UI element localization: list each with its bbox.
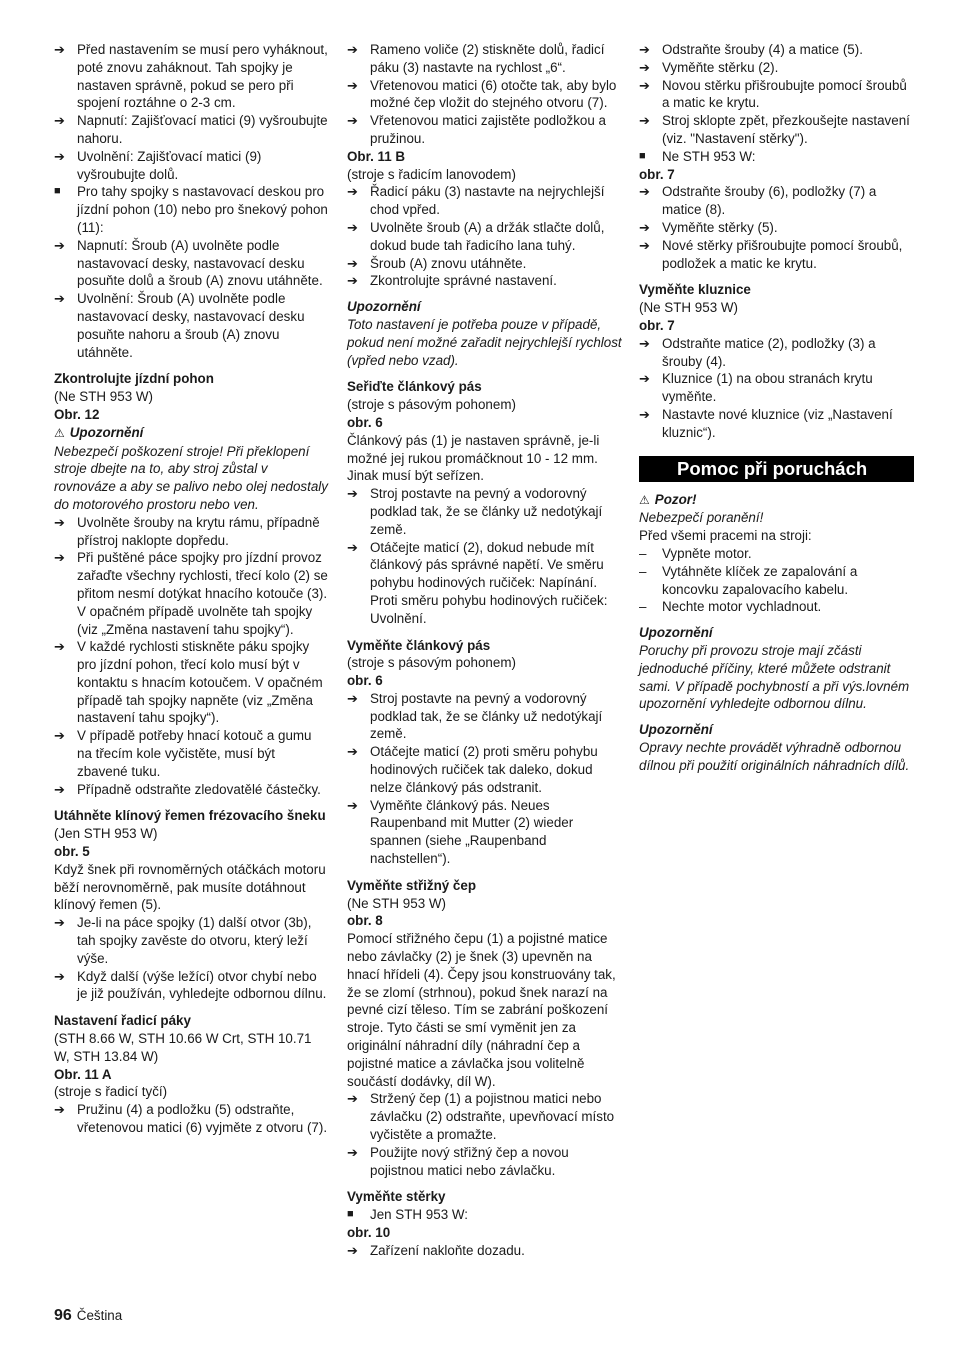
figure-ref: obr. 5 — [54, 844, 90, 860]
model-note: (Ne STH 953 W) — [347, 895, 446, 911]
arrow-icon: ➔ — [639, 42, 650, 57]
list-item: ■ Ne STH 953 W: — [639, 148, 756, 164]
list-item: ➔ Uvolnění: Zajišťovací matici (9) vyšroubujte dolů. — [54, 148, 262, 182]
list-item: ➔ V případě potřeby hnací kotouč a gumu na třecím kole vyčistěte, musí být zbavené tuku. — [54, 728, 312, 779]
warning-heading: Upozornění — [347, 299, 421, 315]
warning-heading: Upozornění — [639, 625, 713, 641]
model-note: (STH 8.66 W, STH 10.66 W Crt, STH 10.71 W, STH 13.84 W) — [54, 1031, 312, 1064]
warning-text: Opravy nechte provádět výhradně odbornou dílnou při použití originálních náhradních dílů. — [639, 739, 910, 773]
dash-bullet-icon: – — [639, 563, 647, 579]
list-item: ➔ Novou stěrku přišroubujte pomocí šroubů a matic ke krytu. — [639, 77, 907, 111]
paragraph: Když šnek při rovnoměrných otáčkách motoru běží nerovnoměrně, pak musíte dotáhnout klínový řemen (5). — [54, 861, 326, 913]
arrow-icon: ➔ — [639, 406, 650, 422]
arrow-icon: ➔ — [347, 113, 358, 129]
list-item: ➔ Vyměňte stěrku (2). — [639, 59, 779, 75]
list-item: ➔ Uvolněte šrouby na krytu rámu, případně přístroj naklopte dopředu. — [54, 514, 320, 548]
list-item: ➔ Když další (výše ležící) otvor chybí nebo je již používán, vyhledejte odbornou dílnu. — [54, 968, 327, 1002]
list-item: ➔ Při puštěné páce spojky pro jízdní provoz zařaďte všechny rychlosti, třecí kolo (2) se přitom nesmí dotýkat hnacího kotouče (3). V opačném případě uvolněte tah spojky (viz „Změna nastavení tahu spojky“). — [54, 550, 328, 637]
list-item: ➔ Stroj sklopte zpět, přezkoušejte nastavení (viz. "Nastavení stěrky"). — [639, 113, 910, 146]
list-item: ➔ Řadicí páku (3) nastavte na nejrychlejší chod vpřed. — [347, 184, 605, 218]
paragraph: Před všemi pracemi na stroji: — [639, 528, 812, 544]
page-number: 96 — [54, 1307, 72, 1324]
arrow-icon: ➔ — [54, 1102, 65, 1118]
list-item: ➔ Stroj postavte na pevný a vodorovný podklad tak, že se články už nedotýkají země. — [347, 690, 603, 742]
list-item: ➔ Použijte nový střižný čep a novou pojistnou matici nebo závlačku. — [347, 1144, 569, 1178]
list-item: ➔ Odstraňte matice (2), podložky (3) a šrouby (4). — [639, 335, 876, 369]
section-heading: Vyměňte stěrky — [347, 1189, 446, 1205]
list-item: ➔ Zkontrolujte správné nastavení. — [347, 273, 557, 289]
list-item: ➔ Napnutí: Zajišťovací matici (9) vyšroubujte nahoru. — [54, 113, 328, 146]
list-item: ➔ Otáčejte maticí (2), dokud nebude mít článkový pás správné napětí. Ve směru pohybu hodinových ručiček: Napínání. Proti směru pohybu hodinových ručiček: Uvolnění. — [347, 539, 608, 626]
figure-ref: obr. 8 — [347, 913, 383, 929]
arrow-icon: ➔ — [347, 77, 358, 93]
figure-ref: obr. 7 — [639, 317, 675, 333]
list-item: ➔ Rameno voliče (2) stiskněte dolů, řadicí páku (3) nastavte na rychlost „6“. — [347, 42, 605, 75]
square-bullet-icon: ■ — [639, 149, 646, 162]
arrow-icon: ➔ — [54, 514, 65, 530]
list-item: ➔ Nové stěrky přišroubujte pomocí šroubů, podložek a matic ke krytu. — [639, 237, 903, 271]
model-note: (Ne STH 953 W) — [639, 300, 738, 316]
list-item: ➔ Je-li na páce spojky (1) další otvor (3b), tah spojky zavěste do otvoru, který leží výše. — [54, 915, 312, 966]
arrow-icon: ➔ — [54, 42, 65, 57]
model-note: (stroje s pásovým pohonem) — [347, 655, 516, 671]
paragraph: Článkový pás (1) je nastaven správně, je-li možné jej rukou promáčknout 10 - 12 mm. Jinak musí být seřízen. — [347, 432, 600, 484]
arrow-icon: ➔ — [54, 781, 65, 797]
dash-bullet-icon: – — [639, 545, 647, 561]
model-note: (Jen STH 953 W) — [54, 826, 158, 842]
column-1 — [54, 41, 328, 1137]
arrow-icon: ➔ — [639, 59, 650, 75]
warning-icon: ⚠ — [639, 492, 650, 507]
arrow-icon: ➔ — [347, 1144, 358, 1160]
list-item: ➔ V každé rychlosti stiskněte páku spojky pro jízdní pohon, třecí kolo musí být v kontaktu s hnacím kotoučem. V opačném případě tah spojky napněte (viz „Změna nastavení tahu spojky“). — [54, 639, 323, 726]
arrow-icon: ➔ — [54, 291, 65, 307]
column-3 — [639, 41, 914, 774]
arrow-icon: ➔ — [54, 728, 65, 744]
list-item: ➔ Napnutí: Šroub (A) uvolněte podle nastavovací desky, nastavovací desku posuňte dolů a šroub (A) znovu utáhněte. — [54, 237, 323, 289]
warning-heading: ⚠ Upozornění — [54, 424, 328, 443]
footer-language: Čeština — [76, 1308, 123, 1323]
arrow-icon: ➔ — [347, 219, 358, 235]
list-item: ➔ Uvolnění: Šroub (A) uvolněte podle nastavovací desky, nastavovací desku posuňte nahoru a šroub (A) znovu utáhněte. — [54, 291, 305, 360]
arrow-icon: ➔ — [347, 255, 358, 271]
arrow-icon: ➔ — [347, 42, 358, 57]
list-item: ■ Jen STH 953 W: — [347, 1207, 468, 1223]
figure-ref: Obr. 11 B — [347, 148, 406, 164]
square-bullet-icon: ■ — [54, 185, 61, 198]
list-item: ➔ Vřetenovou matici (6) otočte tak, aby bylo možné čep vložit do stejného otvoru (7). — [347, 77, 617, 111]
model-note: (stroje s pásovým pohonem) — [347, 397, 516, 413]
arrow-icon: ➔ — [639, 77, 650, 93]
arrow-icon: ➔ — [347, 744, 358, 760]
list-item: ➔ Před nastavením se musí pero vyháknout, poté znovu zaháknout. Tah spojky je nastaven správně, pokud se pero při spojení roztáhne o 2-3 cm. — [54, 42, 328, 111]
section-heading: Utáhněte klínový řemen frézovacího šneku — [54, 808, 326, 824]
section-heading: Nastavení řadicí páky — [54, 1013, 191, 1029]
arrow-icon: ➔ — [54, 639, 65, 655]
arrow-icon: ➔ — [347, 184, 358, 200]
warning-heading: ⚠ Pozor! — [639, 491, 914, 510]
warning-icon: ⚠ — [54, 425, 65, 440]
figure-ref: obr. 6 — [347, 673, 383, 689]
list-item: – Vytáhněte klíček ze zapalování a koncovku zapalovacího kabelu. — [639, 563, 858, 597]
list-item: ➔ Vyměňte článkový pás. Neues Raupenband mit Mutter (2) wieder spannen (siehe „Raupenband nachstellen“). — [347, 797, 574, 867]
section-heading: Vyměňte článkový pás — [347, 637, 491, 653]
arrow-icon: ➔ — [347, 690, 358, 706]
list-item: ➔ Případně odstraňte zledovatělé částečky. — [54, 781, 321, 797]
figure-ref: obr. 6 — [347, 414, 383, 430]
arrow-icon: ➔ — [639, 371, 650, 387]
section-heading: Vyměňte střižný čep — [347, 877, 476, 893]
paragraph: Pomocí střižného čepu (1) a pojistné matice nebo závlačky (2) je šnek (3) upevněn na hnací hřídeli (4). Čepy jsou konstruovány tak, že se zlomí (strhnou), pokud šnek narazí na pevné cizí těleso. Tím se zabrání poškození stroje. Tyto části se smí vyměnit jen za originální náhradní díly (náhradní čep a pojistné matice a závlačka jsou volitelně součástí dodávky, díl W). — [347, 931, 616, 1089]
section-heading: Seřiďte článkový pás — [347, 379, 482, 395]
list-item: ➔ Nastavte nové kluznice (viz „Nastavení kluznic“). — [639, 406, 893, 440]
list-item: ➔ Uvolněte šroub (A) a držák stlačte dolů, dokud bude tah řadicího lana tuhý. — [347, 219, 605, 253]
arrow-icon: ➔ — [347, 1242, 358, 1258]
list-item: ➔ Stržený čep (1) a pojistnou matici nebo závlačku (2) odstraňte, upevňovací místo vyčistěte a promažte. — [347, 1091, 615, 1143]
square-bullet-icon: ■ — [347, 1208, 354, 1221]
list-item: ➔ Otáčejte maticí (2) proti směru pohybu hodinových ručiček tak daleko, dokud nelze článkový pás odstranit. — [347, 744, 598, 795]
arrow-icon: ➔ — [54, 237, 65, 253]
arrow-icon: ➔ — [347, 273, 358, 289]
list-item: ➔ Vyměňte stěrky (5). — [639, 219, 778, 235]
arrow-icon: ➔ — [639, 219, 650, 235]
model-note: (stroje s řadicí tyčí) — [54, 1084, 168, 1100]
list-item: ➔ Odstraňte šrouby (4) a matice (5). — [639, 42, 863, 57]
dash-bullet-icon: – — [639, 599, 647, 615]
list-item: ■ Pro tahy spojky s nastavovací deskou pro jízdní pohon (10) nebo pro šnekový pohon (11): — [54, 184, 328, 235]
figure-ref: obr. 7 — [639, 166, 675, 182]
warning-heading: Upozornění — [639, 722, 713, 738]
arrow-icon: ➔ — [639, 237, 650, 253]
list-item: – Vypněte motor. — [639, 545, 752, 561]
model-note: (stroje s řadicím lanovodem) — [347, 166, 516, 182]
column-2 — [347, 41, 623, 1260]
page-footer — [54, 1307, 122, 1325]
section-heading: Zkontrolujte jízdní pohon — [54, 371, 214, 387]
figure-ref: Obr. 12 — [54, 406, 100, 422]
arrow-icon: ➔ — [54, 968, 65, 984]
arrow-icon: ➔ — [639, 113, 650, 129]
warning-text: Nebezpečí poranění! — [639, 510, 764, 526]
arrow-icon: ➔ — [54, 915, 65, 931]
section-heading: Vyměňte kluznice — [639, 282, 751, 298]
arrow-icon: ➔ — [347, 486, 358, 502]
list-item: ➔ Odstraňte šrouby (6), podložky (7) a matice (8). — [639, 184, 877, 218]
list-item: ➔ Stroj postavte na pevný a vodorovný podklad tak, že se články už nedotýkají země. — [347, 486, 603, 537]
arrow-icon: ➔ — [347, 539, 358, 555]
list-item: ➔ Šroub (A) znovu utáhněte. — [347, 255, 527, 271]
warning-text: Nebezpečí poškození stroje! Při překlopení stroje dbejte na to, aby stroj zůstal v rovnováze a aby se palivo nebo olej nedostaly do motorového prostoru nebo ven. — [54, 443, 328, 512]
arrow-icon: ➔ — [54, 148, 65, 164]
warning-text: Toto nastavení je potřeba pouze v případě, pokud není možné zařadit nejrychlejší rychlost (vpřed nebo vzad). — [347, 316, 622, 368]
section-title-banner: Pomoc při poruchách — [639, 456, 914, 482]
arrow-icon: ➔ — [639, 335, 650, 351]
list-item: ➔ Vřetenovou matici zajistěte podložkou a pružinou. — [347, 113, 606, 146]
arrow-icon: ➔ — [54, 113, 65, 129]
list-item: – Nechte motor vychladnout. — [639, 599, 822, 615]
warning-text: Poruchy při provozu stroje mají zčásti jednoduché příčiny, které můžete odstranit sami. V případě pochybností a při výs.lovném upozornění vyhledejte odbornou dílnu. — [639, 642, 910, 712]
model-note: (Ne STH 953 W) — [54, 389, 153, 405]
arrow-icon: ➔ — [54, 550, 65, 566]
list-item: ➔ Zařízení nakloňte dozadu. — [347, 1242, 525, 1258]
arrow-icon: ➔ — [347, 797, 358, 813]
list-item: ➔ Kluznice (1) na obou stranách krytu vyměňte. — [639, 371, 873, 405]
figure-ref: obr. 10 — [347, 1225, 391, 1240]
figure-ref: Obr. 11 A — [54, 1066, 112, 1082]
list-item: ➔ Pružinu (4) a podložku (5) odstraňte, vřetenovou matici (6) vyjměte z otvoru (7). — [54, 1102, 328, 1136]
arrow-icon: ➔ — [639, 184, 650, 200]
arrow-icon: ➔ — [347, 1091, 358, 1107]
